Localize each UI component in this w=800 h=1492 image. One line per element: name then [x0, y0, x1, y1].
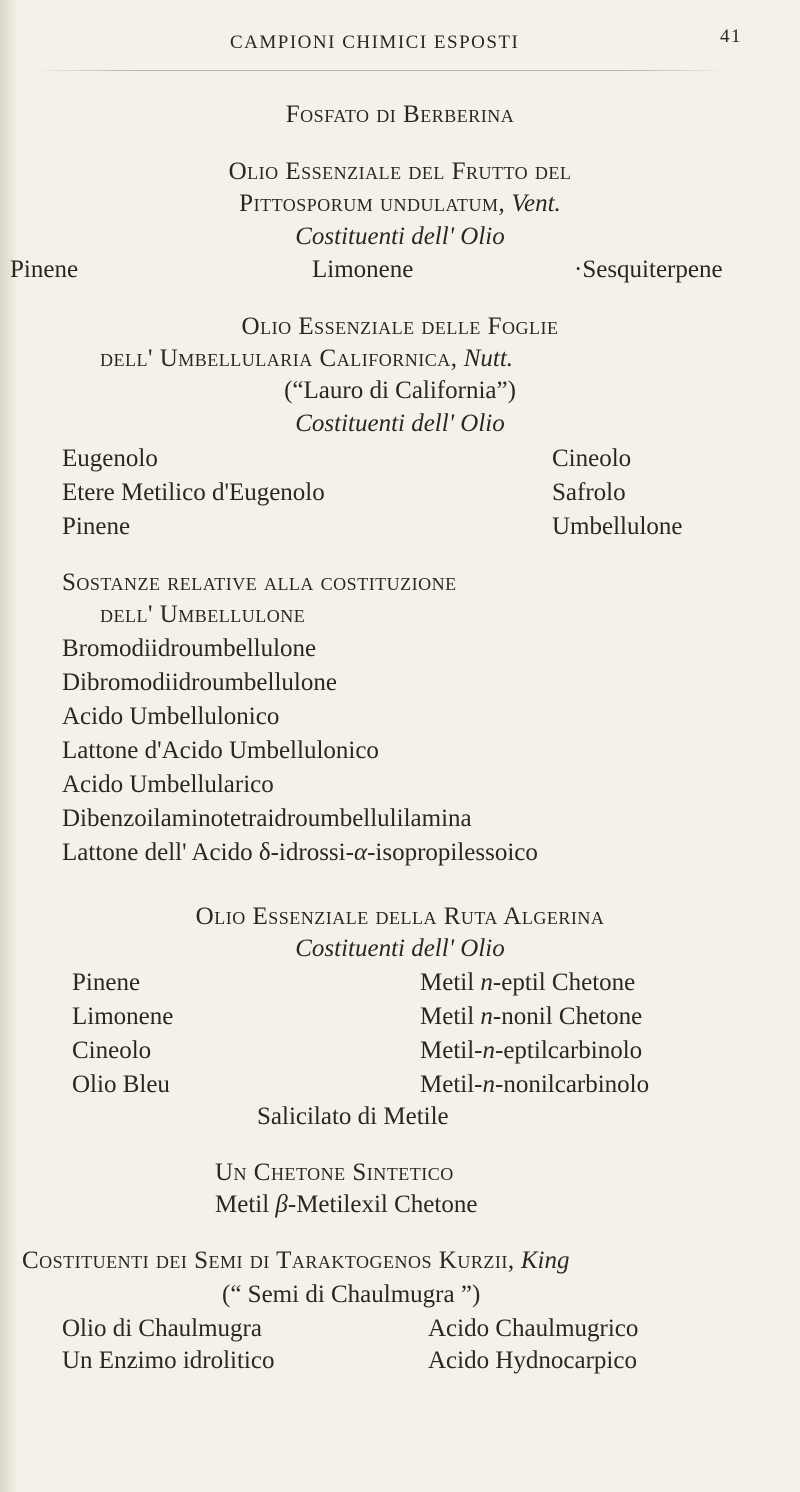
sec1-species: Pittosporum undulatum,	[239, 190, 506, 217]
sec4-text: Metil-	[420, 1037, 483, 1064]
sec3-item-lattone	[62, 838, 538, 868]
sec2-title-line2	[100, 344, 513, 374]
sec4-italic-n: n	[480, 969, 493, 996]
heading-fosfato: Fosfato di Berberina	[285, 101, 515, 128]
sec1-item: Pinene	[10, 256, 79, 283]
sec4-right-item	[420, 1002, 642, 1032]
sec3-text: -isopropilessoico	[367, 839, 538, 866]
sec1-title-line1: Olio Essenziale del Frutto del	[228, 158, 572, 185]
sec4-left-item: Limonene	[72, 1003, 174, 1030]
sec2-species: dell' Umbellularia Californica,	[100, 345, 458, 372]
sec3-text: -idrossi-	[270, 839, 354, 866]
sec4-last-item: Salicilato di Metile	[257, 1103, 449, 1130]
sec4-text: Metil-	[420, 1071, 483, 1098]
sec4-text: -nonil Chetone	[492, 1003, 643, 1030]
sec2-left-item: Eugenolo	[62, 445, 158, 472]
sec6-title	[22, 1246, 569, 1276]
sec5-item	[215, 1190, 477, 1220]
sec2-right-item: Cineolo	[552, 445, 632, 472]
sec4-text: -nonilcarbinolo	[495, 1071, 650, 1098]
sec2-right-item: Safrolo	[552, 479, 626, 506]
sec4-italic-n: n	[480, 1003, 493, 1030]
sec3-title-line1: Sostanze relative alla costituzione	[62, 569, 457, 596]
running-title: CAMPIONI CHIMICI ESPOSTI	[230, 32, 520, 53]
header-rule	[30, 70, 730, 71]
sec3-item: Dibromodiidroumbellulone	[62, 669, 337, 696]
sec1-author: Vent.	[511, 190, 561, 217]
sec4-text: Metil	[420, 1003, 481, 1030]
sec3-item: Lattone d'Acido Umbellulonico	[62, 737, 379, 764]
sec4-right-item	[420, 1036, 642, 1066]
sec4-title: Olio Essenziale della Ruta Algerina	[195, 903, 605, 930]
sec5-text: -Metilexil Chetone	[287, 1191, 478, 1218]
sec6-author: King	[520, 1247, 570, 1274]
sec2-title-line1: Olio Essenziale delle Foglie	[241, 313, 559, 340]
sec4-left-item: Olio Bleu	[72, 1071, 170, 1098]
sec3-greek-alpha: α	[353, 839, 368, 866]
sec4-italic-n: n	[482, 1071, 495, 1098]
sec4-subtitle: Costituenti dell' Olio	[295, 935, 505, 962]
sec2-author: Nutt.	[463, 345, 514, 372]
sec1-item: ·Sesquiterpene	[574, 256, 723, 283]
sec3-text: Lattone dell' Acido	[62, 839, 259, 866]
sec4-text: -eptil Chetone	[492, 969, 636, 996]
sec4-left-item: Cineolo	[72, 1037, 152, 1064]
sec6-right-item: Acido Chaulmugrico	[428, 1315, 639, 1342]
sec6-title-name: Costituenti dei Semi di Taraktogenos Kurzii,	[22, 1247, 515, 1274]
sec3-title-line2: dell' Umbellulone	[100, 601, 306, 628]
sec2-common-name: (“Lauro di California”)	[284, 377, 516, 404]
sec4-text: Metil	[420, 969, 481, 996]
sec3-item: Bromodiidroumbellulone	[62, 635, 317, 662]
sec1-item: Limonene	[312, 256, 414, 283]
sec1-title-line2	[0, 189, 800, 219]
sec4-italic-n: n	[482, 1037, 495, 1064]
page-number: 41	[720, 26, 742, 47]
sec3-greek-delta: δ	[258, 839, 271, 866]
sec3-item: Acido Umbellulonico	[62, 703, 280, 730]
sec2-left-item: Pinene	[62, 513, 131, 540]
sec2-left-item: Etere Metilico d'Eugenolo	[62, 479, 325, 506]
sec5-greek-beta: β	[275, 1191, 288, 1218]
sec4-right-item	[420, 968, 635, 998]
sec2-subtitle: Costituenti dell' Olio	[295, 410, 505, 437]
sec4-right-item	[420, 1070, 649, 1100]
sec6-left-item: Olio di Chaulmugra	[62, 1315, 262, 1342]
sec3-item: Dibenzoilaminotetraidroumbellulilamina	[62, 805, 472, 832]
sec4-text: -eptilcarbinolo	[495, 1037, 643, 1064]
sec4-left-item: Pinene	[72, 969, 141, 996]
sec1-subtitle: Costituenti dell' Olio	[295, 223, 505, 250]
sec5-text: Metil	[215, 1191, 276, 1218]
sec6-right-item: Acido Hydnocarpico	[428, 1347, 637, 1374]
sec6-common-name: (“ Semi di Chaulmugra ”)	[222, 1281, 481, 1308]
sec5-title: Un Chetone Sintetico	[215, 1159, 454, 1186]
sec3-item: Acido Umbellularico	[62, 771, 274, 798]
sec6-left-item: Un Enzimo idrolitico	[62, 1347, 275, 1374]
sec2-right-item: Umbellulone	[552, 513, 683, 540]
